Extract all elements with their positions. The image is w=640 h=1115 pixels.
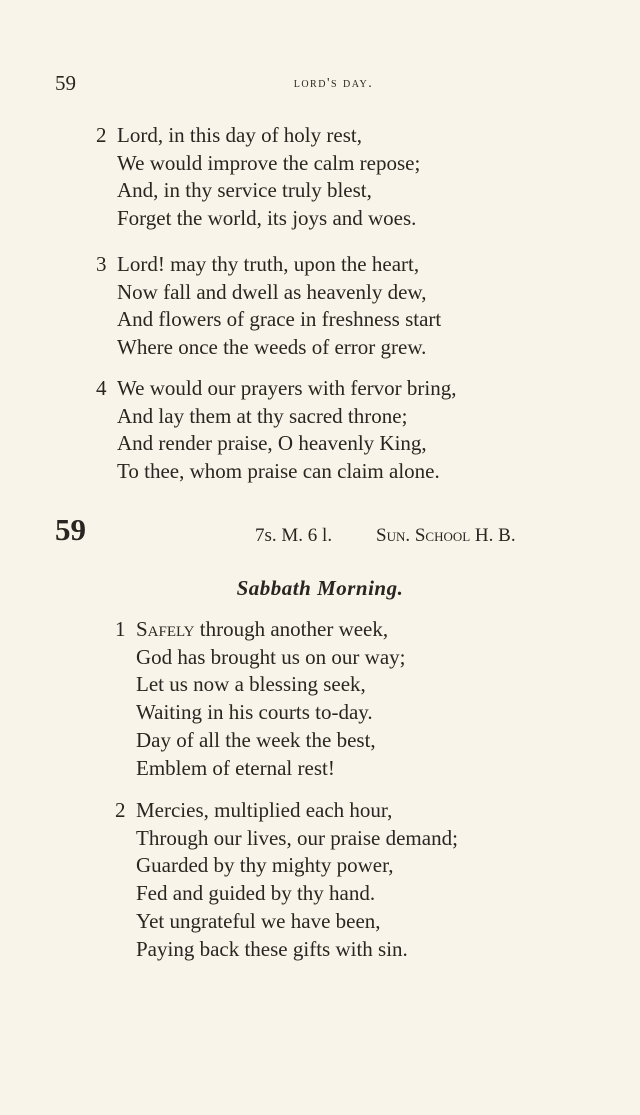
page-number: 59 [55, 71, 76, 95]
verse-line: Waiting in his courts to-day. [136, 700, 373, 725]
stanza-number: 1 [115, 617, 126, 641]
hymn-source: Sun. School H. B. [376, 525, 516, 546]
verse-line: And lay them at thy sacred throne; [117, 403, 408, 428]
verse-line: And, in thy service truly blest, [117, 178, 372, 203]
verse-line: Forget the world, its joys and woes. [117, 206, 417, 231]
hymn-title: Sabbath Morning. [236, 576, 404, 600]
verse-line: Where once the weeds of error grew. [117, 335, 427, 360]
verse-line: God has brought us on our way; [136, 644, 406, 669]
verse-line: Yet ungrateful we have been, [136, 908, 381, 933]
verse-line: 1 Safely through another week, [115, 616, 405, 644]
stanza-58-4 [96, 375, 456, 486]
opening-word: Safely [136, 617, 195, 641]
hymn-number: 59 [55, 512, 86, 547]
verse-line: 2 Lord, in this day of holy rest, [96, 122, 420, 150]
verse-line: We would improve the calm repose; [117, 150, 421, 175]
stanza-58-3 [96, 251, 441, 362]
hymn-meter: 7s. M. 6 l. [255, 525, 333, 546]
verse-line: Now fall and dwell as heavenly dew, [117, 279, 427, 304]
stanza-59-2 [115, 797, 458, 963]
verse-line: 2 Mercies, multiplied each hour, [115, 797, 458, 825]
stanza-number: 4 [96, 376, 107, 400]
verse-line: And render praise, O heavenly King, [117, 431, 427, 456]
verse-line: Fed and guided by thy hand. [136, 881, 376, 906]
stanza-number: 3 [96, 252, 107, 276]
stanza-number: 2 [115, 798, 126, 822]
verse-line: Paying back these gifts with sin. [136, 936, 408, 961]
verse-line: Let us now a blessing seek, [136, 672, 366, 697]
verse-line: Through our lives, our praise demand; [136, 825, 458, 850]
verse-line: And flowers of grace in freshness start [117, 307, 442, 332]
verse-line: To thee, whom praise can claim alone. [117, 459, 440, 484]
verse-line: Day of all the week the best, [136, 727, 376, 752]
stanza-58-2 [96, 122, 420, 233]
stanza-number: 2 [96, 123, 107, 147]
verse-line: 3 Lord! may thy truth, upon the heart, [96, 251, 441, 279]
verse-line: Emblem of eternal rest! [136, 755, 335, 780]
verse-line: 4 We would our prayers with fervor bring, [96, 375, 456, 403]
verse-line: Guarded by thy mighty power, [136, 853, 394, 878]
stanza-59-1 [115, 616, 405, 782]
running-head: lord's day. [293, 76, 374, 91]
